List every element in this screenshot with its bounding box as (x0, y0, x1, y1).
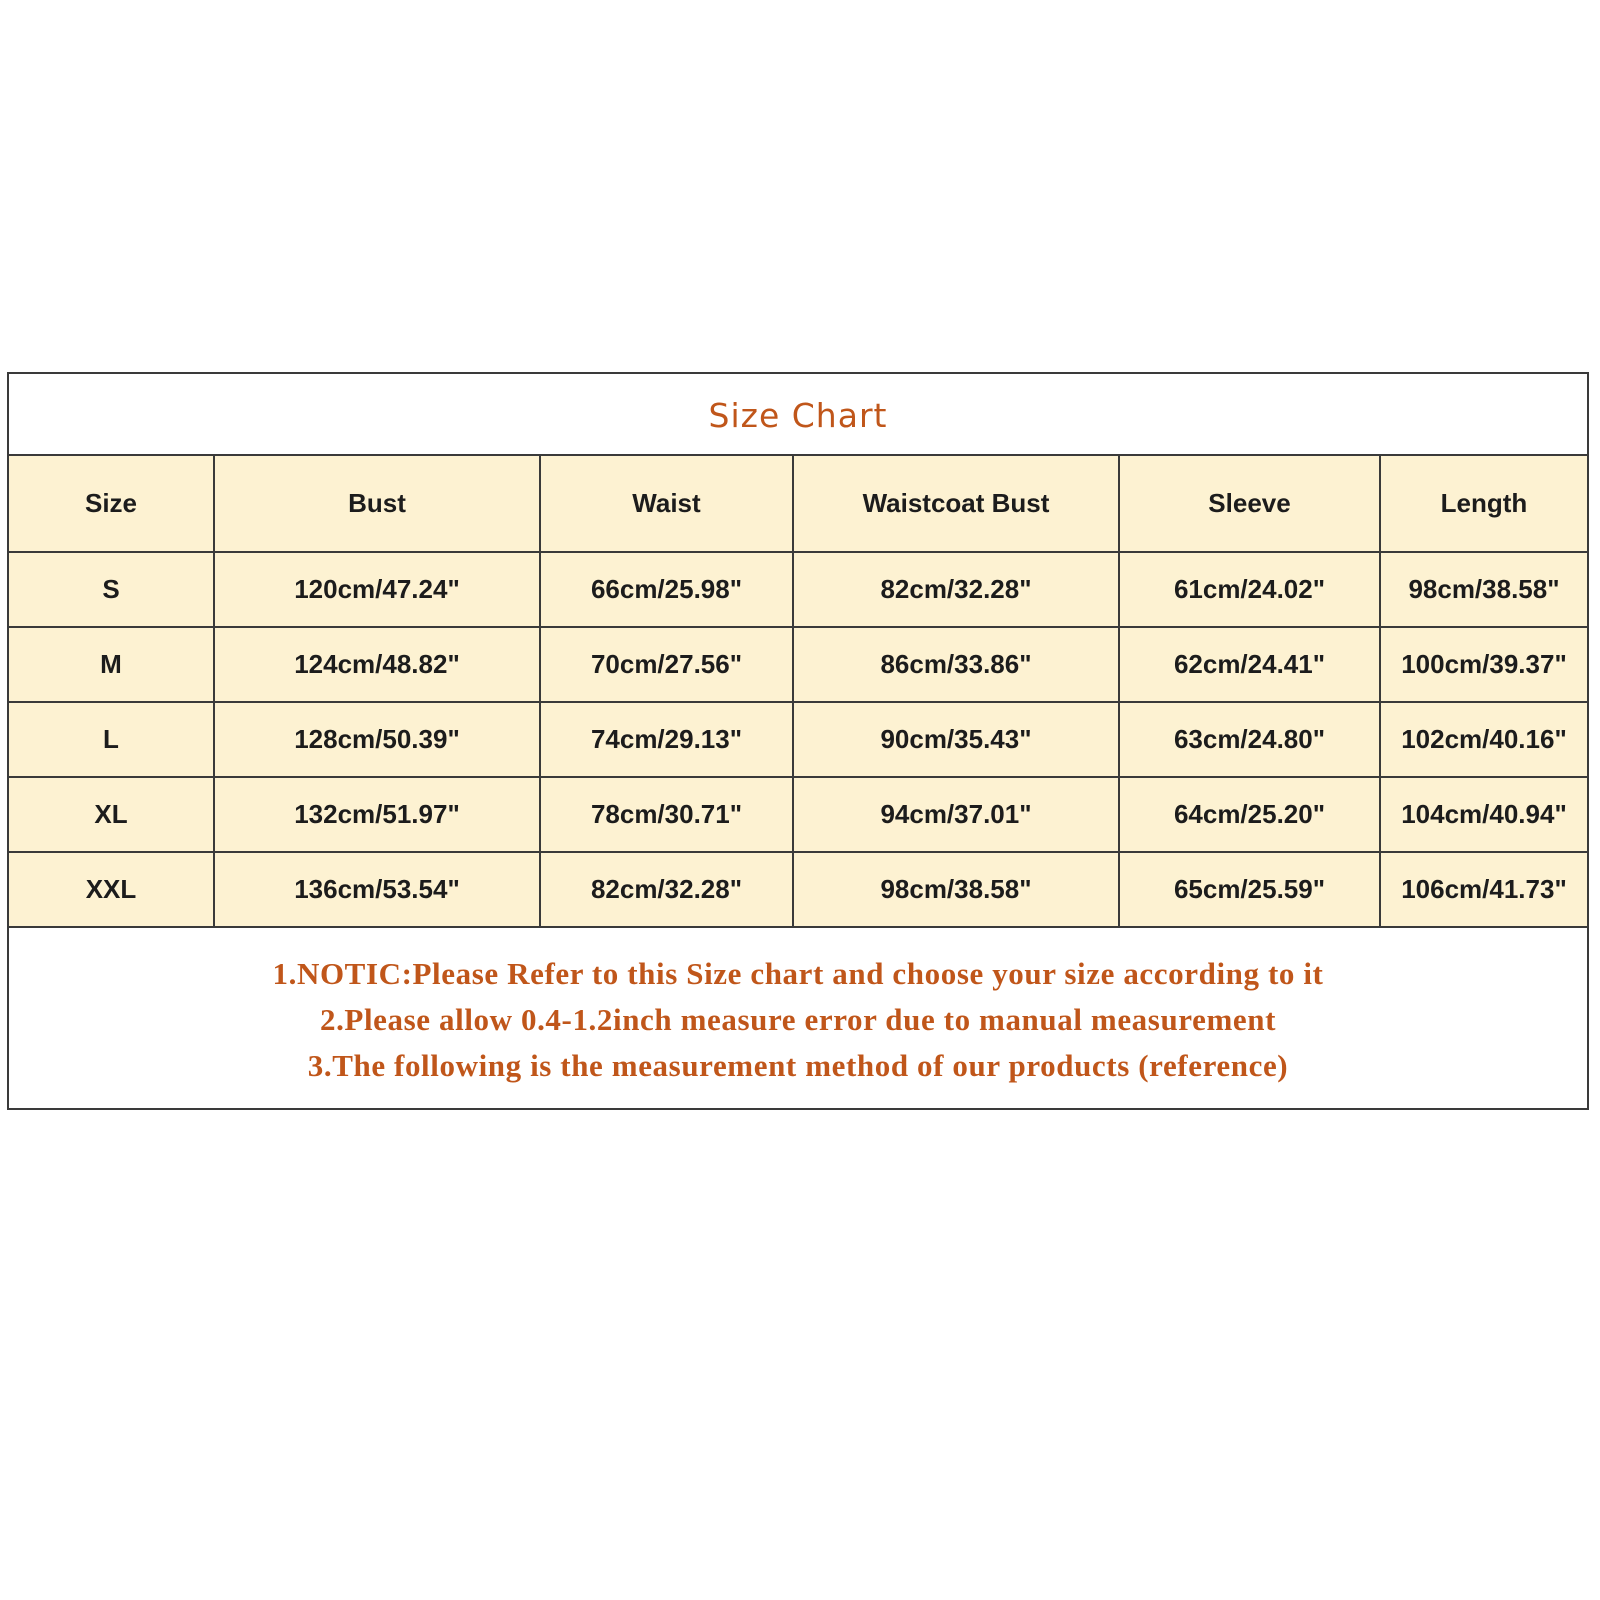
bust-cell: 136cm/53.54" (214, 852, 540, 927)
waist-cell: 70cm/27.56" (540, 627, 793, 702)
table-row (9, 852, 1587, 927)
size-cell: S (9, 552, 214, 627)
length-cell: 100cm/39.37" (1380, 627, 1587, 702)
waistcoat-bust-cell: 86cm/33.86" (793, 627, 1119, 702)
column-header-sleeve: Sleeve (1119, 456, 1380, 552)
column-header-waist: Waist (540, 456, 793, 552)
header-row (9, 456, 1587, 552)
size-cell: L (9, 702, 214, 777)
waistcoat-bust-cell: 90cm/35.43" (793, 702, 1119, 777)
waist-cell: 66cm/25.98" (540, 552, 793, 627)
sleeve-cell: 62cm/24.41" (1119, 627, 1380, 702)
size-cell: M (9, 627, 214, 702)
length-cell: 106cm/41.73" (1380, 852, 1587, 927)
length-cell: 104cm/40.94" (1380, 777, 1587, 852)
size-chart (7, 372, 1589, 1110)
waistcoat-bust-cell: 82cm/32.28" (793, 552, 1119, 627)
waist-cell: 78cm/30.71" (540, 777, 793, 852)
size-cell: XXL (9, 852, 214, 927)
waistcoat-bust-cell: 98cm/38.58" (793, 852, 1119, 927)
table-row (9, 702, 1587, 777)
bust-cell: 124cm/48.82" (214, 627, 540, 702)
bust-cell: 132cm/51.97" (214, 777, 540, 852)
bust-cell: 128cm/50.39" (214, 702, 540, 777)
size-cell: XL (9, 777, 214, 852)
sleeve-cell: 64cm/25.20" (1119, 777, 1380, 852)
table-row (9, 627, 1587, 702)
waist-cell: 82cm/32.28" (540, 852, 793, 927)
size-table (9, 456, 1587, 928)
column-header-waistcoat-bust: Waistcoat Bust (793, 456, 1119, 552)
table-row (9, 777, 1587, 852)
sleeve-cell: 61cm/24.02" (1119, 552, 1380, 627)
length-cell: 98cm/38.58" (1380, 552, 1587, 627)
waistcoat-bust-cell: 94cm/37.01" (793, 777, 1119, 852)
sleeve-cell: 65cm/25.59" (1119, 852, 1380, 927)
chart-title: Size Chart (708, 395, 888, 435)
note-line: 3.The following is the measurement method of our products (reference) (307, 1048, 1289, 1083)
column-header-size: Size (9, 456, 214, 552)
column-header-length: Length (1380, 456, 1587, 552)
note-line: 2.Please allow 0.4-1.2inch measure error due to manual measurement (319, 1002, 1276, 1037)
notes-section (9, 928, 1587, 1112)
table-body (9, 552, 1587, 927)
sleeve-cell: 63cm/24.80" (1119, 702, 1380, 777)
length-cell: 102cm/40.16" (1380, 702, 1587, 777)
bust-cell: 120cm/47.24" (214, 552, 540, 627)
table-row (9, 552, 1587, 627)
table-header (9, 456, 1587, 552)
column-header-bust: Bust (214, 456, 540, 552)
waist-cell: 74cm/29.13" (540, 702, 793, 777)
title-row (9, 374, 1587, 456)
note-line: 1.NOTIC:Please Refer to this Size chart and choose your size according to it (272, 956, 1324, 991)
